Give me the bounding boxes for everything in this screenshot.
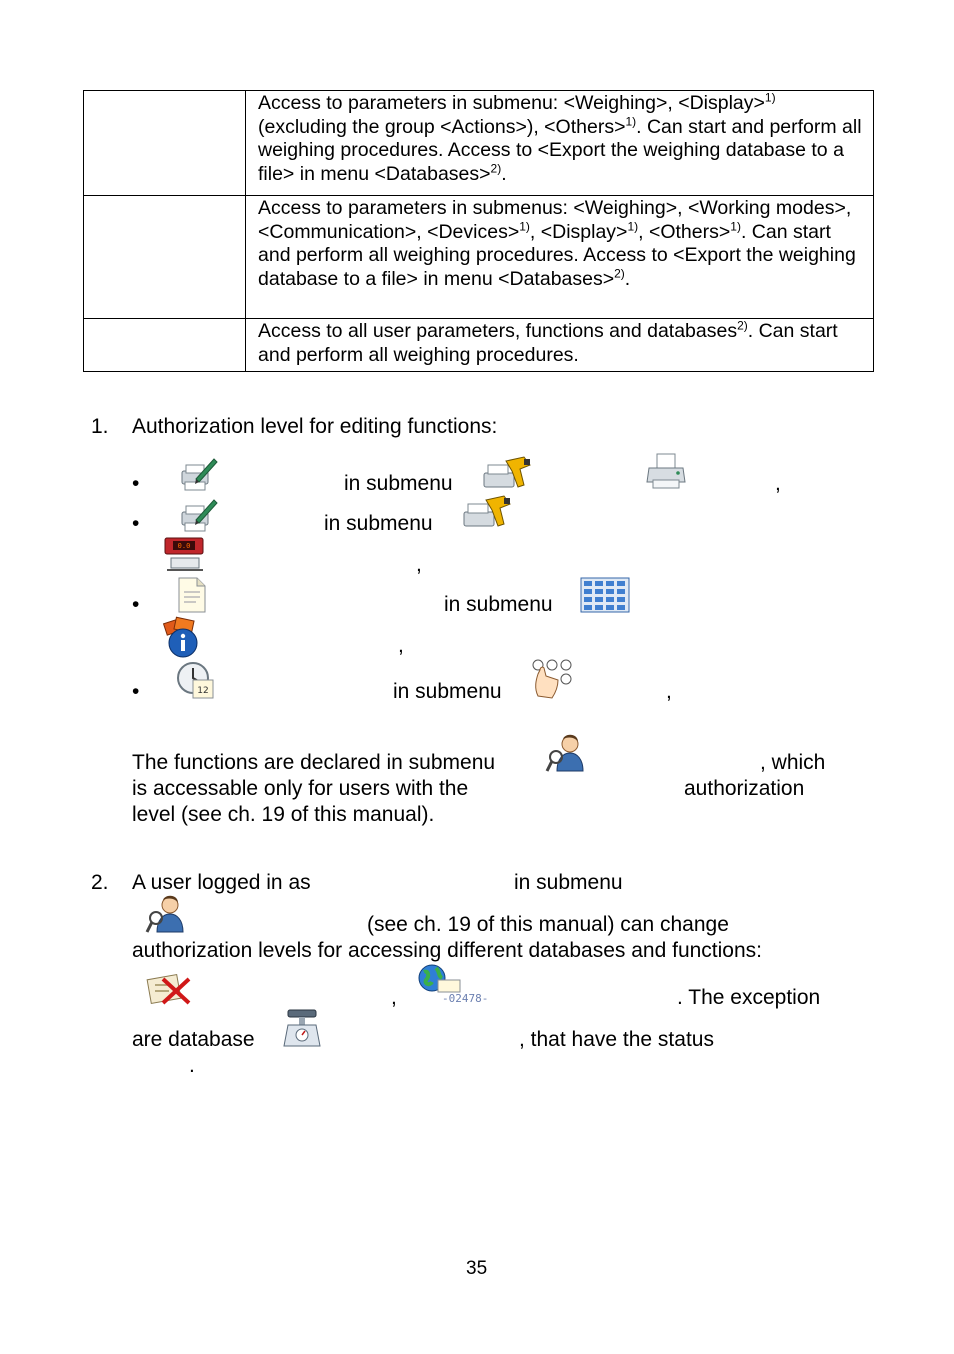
footnote-marker: 2) [737, 318, 748, 333]
comma: , [391, 986, 397, 1009]
paragraph-text: . [189, 1054, 195, 1077]
footnote-marker: 1) [730, 219, 741, 234]
paragraph-text: . The exception [677, 986, 821, 1009]
permissions-table [83, 90, 874, 372]
paragraph-text: authorization levels for accessing different databases and functions: [132, 939, 762, 962]
hand-buttons-icon [528, 658, 578, 702]
printout-edit-icon [176, 496, 218, 534]
level-cell [84, 91, 246, 196]
comma: , [666, 680, 672, 703]
user-admin-icon [145, 894, 187, 934]
footnote-marker: 1) [625, 114, 637, 129]
in-submenu-text: in submenu [393, 680, 502, 703]
scale-icon [282, 1008, 322, 1050]
list-number: 2. [91, 871, 109, 894]
page-number: 35 [466, 1258, 488, 1279]
paragraph-text: , which [760, 751, 826, 774]
document-icon [175, 576, 209, 614]
user-admin-icon [545, 733, 587, 773]
level-cell [84, 196, 246, 319]
footnote-marker: 2) [490, 161, 502, 176]
additional-display-icon [163, 536, 207, 574]
paragraph-text: level (see ch. 19 of this manual). [132, 803, 435, 826]
table-row [84, 196, 874, 319]
bullet: • [132, 512, 140, 535]
description-cell: Access to parameters in submenus: <Weighing>, <Working modes>, <Communication>, <Devices>$^{1)}$, <Display>$^{1)}$, <Others>$^{1)}$. Can start and perform all weighing procedures. Access to <Export the weighing database to a file> in menu <Databases>$^{2)}$. [246, 196, 874, 319]
svg-text:-02478-: -02478- [442, 992, 489, 1005]
svg-text:12: 12 [197, 686, 209, 696]
footnote-marker: 1) [627, 219, 639, 234]
info-icon [161, 617, 205, 659]
paragraph-text: is accessable only for users with the [132, 777, 469, 800]
in-submenu-text: in submenu [444, 593, 553, 616]
table-row [84, 319, 874, 372]
paragraph-text: authorization [684, 777, 805, 800]
footnote-marker: 2) [614, 266, 625, 281]
bullet: • [132, 680, 140, 703]
barcode-printer-icon [460, 494, 516, 536]
comma: , [416, 553, 422, 576]
grid-databases-icon [579, 576, 631, 614]
paragraph-text: A user logged in as [132, 871, 311, 894]
delete-data-icon [145, 971, 195, 1007]
table-row [84, 91, 874, 196]
printer-icon [645, 452, 689, 492]
bullet: • [132, 593, 140, 616]
paragraph-text: The functions are declared in submenu [132, 751, 496, 774]
comma: , [398, 634, 404, 657]
paragraph-text: in submenu [514, 871, 623, 894]
printout-edit-icon [176, 455, 218, 493]
in-submenu-text: in submenu [344, 472, 453, 495]
footnote-marker: 1) [764, 90, 776, 105]
level-cell [84, 319, 246, 372]
barcode-scanner-icon [480, 455, 536, 495]
in-submenu-text: in submenu [324, 512, 433, 535]
global-variables-icon [416, 962, 489, 1008]
description-cell: Access to all user parameters, functions and databases$^{2)}$. Can start and perform all weighing procedures. [246, 319, 874, 372]
paragraph-text: are database [132, 1028, 255, 1051]
svg-text:0.0: 0.0 [177, 542, 191, 550]
section-heading: Authorization level for editing functions: [132, 415, 498, 438]
paragraph-text: (see ch. 19 of this manual) can change [367, 913, 729, 936]
footnote-marker: 1) [519, 219, 530, 234]
description-cell: Access to parameters in submenu: <Weighing>, <Display>$^{1)}$ (excluding the group <Actions>), <Others>$^{1)}$. Can start and perform all weighing procedures. Access to <Export the weighing database to a file> in menu <Databases>$^{2)}$. [246, 91, 874, 196]
comma: , [775, 472, 781, 495]
bullet: • [132, 472, 140, 495]
list-number: 1. [91, 415, 109, 438]
clock-icon [175, 660, 219, 702]
paragraph-text: , that have the status [519, 1028, 714, 1051]
